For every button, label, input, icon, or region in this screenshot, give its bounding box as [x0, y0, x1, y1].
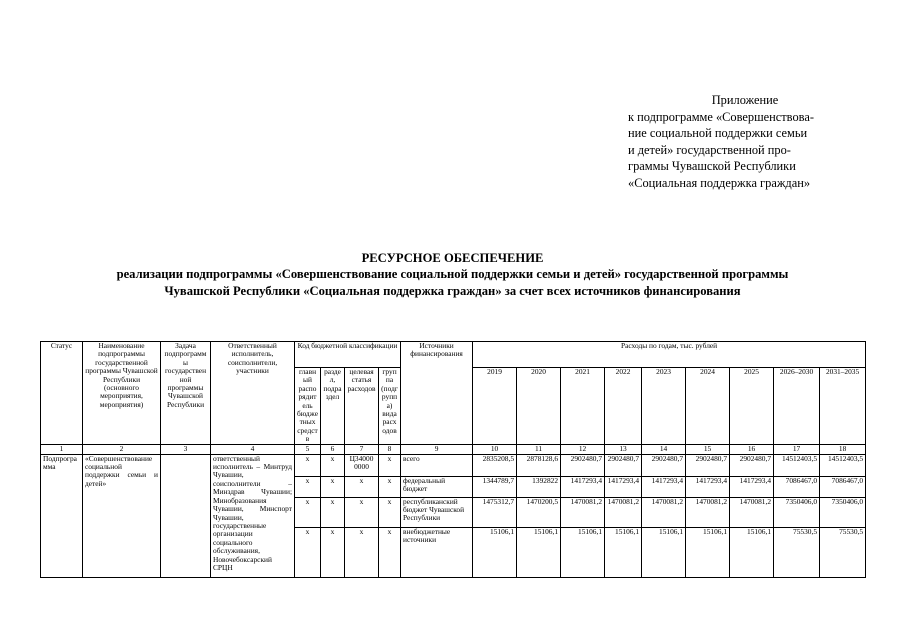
cell-value: 1470081,2	[605, 497, 642, 527]
cell-value: 1392822	[517, 476, 561, 497]
head-year: 2023	[642, 368, 686, 445]
cell-value: 1470081,2	[686, 497, 730, 527]
head-name: Наименование подпрограммы государственной программы Чувашской Республики (основного мероприятия, мероприятия)	[83, 342, 161, 445]
cell-value: 7350406,0	[820, 497, 866, 527]
cell-value: 2902480,7	[605, 454, 642, 476]
cell-vr: x	[379, 476, 401, 497]
head-year: 2021	[561, 368, 605, 445]
cell-grbs: x	[295, 527, 321, 577]
col-number: 8	[379, 444, 401, 454]
appendix-note	[628, 92, 844, 192]
head-sources: Источники финансирования	[401, 342, 473, 445]
cell-vr: x	[379, 454, 401, 476]
appendix-line: ние социальной поддержки семьи	[628, 126, 808, 141]
col-number: 6	[321, 444, 345, 454]
cell-vr: x	[379, 527, 401, 577]
head-year: 2031–2035	[820, 368, 866, 445]
cell-value: 1417293,4	[730, 476, 774, 497]
head-responsible: Ответственный исполнитель, соисполнители, участники	[211, 342, 295, 445]
head-year: 2024	[686, 368, 730, 445]
cell-value: 1470200,5	[517, 497, 561, 527]
head-grbs: главный распорядитель бюджетных средств	[295, 368, 321, 445]
cell-value: 1470081,2	[642, 497, 686, 527]
cell-grbs: x	[295, 454, 321, 476]
cell-value: 1475312,7	[473, 497, 517, 527]
cell-rzpr: x	[321, 476, 345, 497]
heading-title: РЕСУРСНОЕ ОБЕСПЕЧЕНИЕ	[361, 251, 544, 265]
cell-grbs: x	[295, 497, 321, 527]
head-vr: группа (подгруппа) вида расходов	[379, 368, 401, 445]
cell-csr: Ц34000 0000	[345, 454, 379, 476]
col-number: 12	[561, 444, 605, 454]
cell-vr: x	[379, 497, 401, 527]
cell-rzpr: x	[321, 497, 345, 527]
col-number: 1	[41, 444, 83, 454]
col-number: 2	[83, 444, 161, 454]
head-status: Статус	[41, 342, 83, 445]
resource-table	[40, 341, 866, 578]
cell-rzpr: x	[321, 527, 345, 577]
col-number: 11	[517, 444, 561, 454]
cell-value: 1470081,2	[730, 497, 774, 527]
cell-value: 7086467,0	[820, 476, 866, 497]
cell-value: 2878128,6	[517, 454, 561, 476]
cell-value: 15106,1	[605, 527, 642, 577]
cell-source: федеральный бюджет	[401, 476, 473, 497]
col-number: 18	[820, 444, 866, 454]
heading-subtitle: Чувашской Республики «Социальная поддержка граждан» за счет всех источников финансирования	[164, 283, 741, 298]
cell-value: 2902480,7	[561, 454, 605, 476]
col-number: 3	[161, 444, 211, 454]
head-year: 2020	[517, 368, 561, 445]
head-year: 2022	[605, 368, 642, 445]
appendix-line: к подпрограмме «Совершенствова-	[628, 109, 814, 124]
cell-value: 1417293,4	[605, 476, 642, 497]
cell-value: 15106,1	[473, 527, 517, 577]
row-responsible: ответственный исполнитель – Минтруд Чувашии, соисполнители – Минздрав Чувашии; Минобразования Чувашии, Минспорт Чувашии, государственные организации социального обслуживания, Новочебоксарский СРЦН	[211, 454, 295, 577]
col-number: 7	[345, 444, 379, 454]
col-number: 9	[401, 444, 473, 454]
cell-value: 15106,1	[642, 527, 686, 577]
col-number: 17	[774, 444, 820, 454]
appendix-line: граммы Чувашской Республики	[628, 159, 796, 174]
col-number: 15	[686, 444, 730, 454]
cell-value: 7086467,0	[774, 476, 820, 497]
head-expenses: Расходы по годам, тыс. рублей	[473, 342, 866, 368]
cell-value: 14512403,5	[774, 454, 820, 476]
cell-value: 2902480,7	[730, 454, 774, 476]
cell-csr: x	[345, 476, 379, 497]
head-csr: целевая статья расходов	[345, 368, 379, 445]
col-number: 13	[605, 444, 642, 454]
cell-value: 1417293,4	[686, 476, 730, 497]
head-rzpr: раздел, подраздел	[321, 368, 345, 445]
cell-value: 1417293,4	[561, 476, 605, 497]
cell-value: 15106,1	[561, 527, 605, 577]
cell-source: республиканский бюджет Чувашской Республики	[401, 497, 473, 527]
col-number: 10	[473, 444, 517, 454]
appendix-title: Приложение	[711, 93, 779, 107]
col-number: 4	[211, 444, 295, 454]
cell-csr: x	[345, 527, 379, 577]
document-heading	[40, 250, 865, 299]
cell-value: 1417293,4	[642, 476, 686, 497]
cell-value: 2902480,7	[642, 454, 686, 476]
row-name: «Совершенствование социальной поддержки семьи и детей»	[83, 454, 161, 577]
cell-grbs: x	[295, 476, 321, 497]
heading-subtitle: реализации подпрограммы «Совершенствование социальной поддержки семьи и детей» государственной программы	[116, 267, 789, 282]
cell-value: 2902480,7	[686, 454, 730, 476]
cell-rzpr: x	[321, 454, 345, 476]
cell-value: 1344789,7	[473, 476, 517, 497]
cell-source: всего	[401, 454, 473, 476]
cell-value: 15106,1	[517, 527, 561, 577]
col-number: 5	[295, 444, 321, 454]
row-task	[161, 454, 211, 577]
cell-value: 2835208,5	[473, 454, 517, 476]
table-row	[41, 454, 866, 476]
cell-value: 14512403,5	[820, 454, 866, 476]
appendix-line: и детей» государственной про-	[628, 142, 791, 157]
head-task: Задача подпрограммы государственной программы Чувашской Республики	[161, 342, 211, 445]
cell-value: 75530,5	[820, 527, 866, 577]
head-year: 2026–2030	[774, 368, 820, 445]
head-year: 2025	[730, 368, 774, 445]
cell-source: внебюджетные источники	[401, 527, 473, 577]
col-number: 16	[730, 444, 774, 454]
row-status: Подпрограмма	[41, 454, 83, 577]
cell-value: 1470081,2	[561, 497, 605, 527]
column-number-row	[41, 444, 866, 454]
appendix-line: «Социальная поддержка граждан»	[628, 175, 811, 190]
cell-value: 15106,1	[686, 527, 730, 577]
head-year: 2019	[473, 368, 517, 445]
cell-value: 75530,5	[774, 527, 820, 577]
head-budget-code: Код бюджетной классификации	[295, 342, 401, 368]
cell-value: 15106,1	[730, 527, 774, 577]
col-number: 14	[642, 444, 686, 454]
cell-value: 7350406,0	[774, 497, 820, 527]
cell-csr: x	[345, 497, 379, 527]
